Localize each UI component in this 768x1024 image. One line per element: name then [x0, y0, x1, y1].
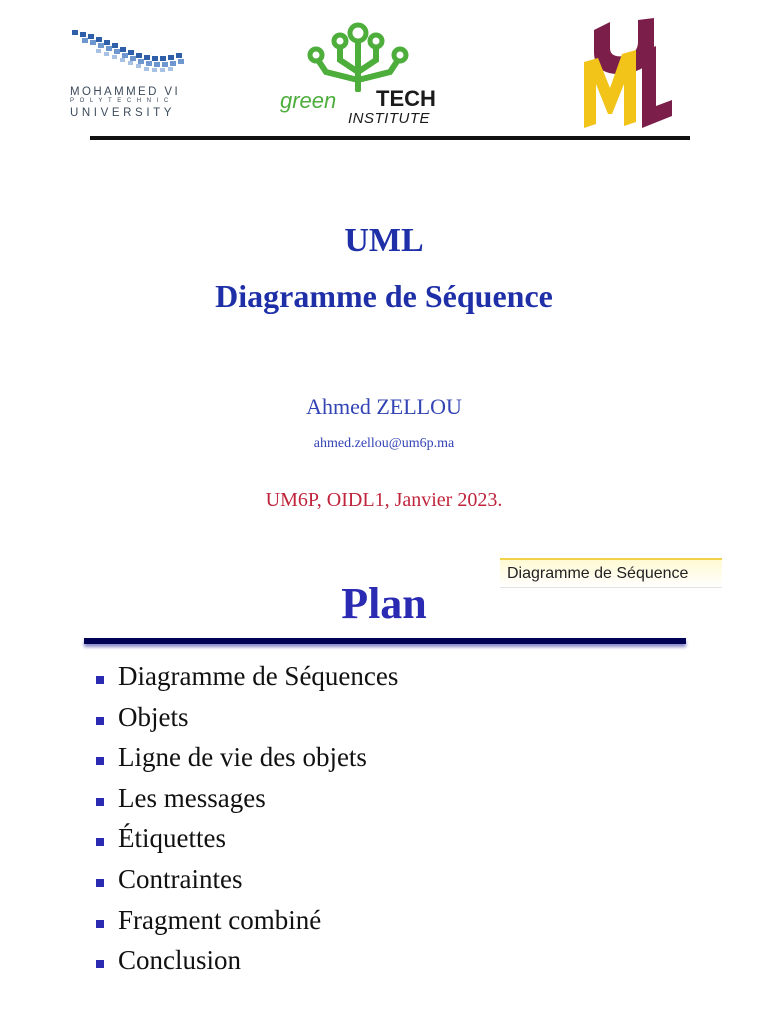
wave-grid-icon [66, 26, 196, 86]
square-bullet-icon [96, 717, 104, 725]
author-email: ahmed.zellou@um6p.ma [313, 436, 455, 451]
author-name: Ahmed ZELLOU [306, 394, 462, 419]
plan-divider [84, 638, 686, 644]
logo-line-1: MOHAMMED VI [70, 86, 181, 98]
logo-line-2: POLYTECHNIC [70, 98, 174, 104]
square-bullet-icon [96, 920, 104, 928]
list-item-text: Contraintes [118, 863, 243, 894]
logo-tech-text: TECH [376, 86, 436, 111]
square-bullet-icon [96, 879, 104, 887]
course-info: UM6P, OIDL1, Janvier 2023. [265, 489, 503, 511]
square-bullet-icon [96, 676, 104, 684]
section-tag-label: Diagramme de Séquence [507, 565, 689, 582]
uml-icon [580, 18, 674, 130]
list-item-text: Diagramme de Séquences [118, 661, 399, 691]
logo-green-text: green [280, 88, 337, 113]
logo-line-3: UNIVERSITY [70, 107, 176, 119]
list-item-text: Ligne de vie des objets [118, 742, 367, 773]
institute-logo [276, 20, 450, 132]
square-bullet-icon [96, 757, 104, 765]
slide-title: UML [344, 222, 424, 259]
list-item-text: Objets [118, 701, 189, 732]
list-item-text: Fragment combiné [118, 904, 322, 935]
list-item-text: Conclusion [118, 945, 242, 976]
slide-subtitle: Diagramme de Séquence [215, 278, 553, 314]
list-item-text: Étiquettes [118, 823, 226, 854]
plan-title: Plan [341, 579, 427, 628]
header-divider [90, 136, 690, 140]
square-bullet-icon [96, 798, 104, 806]
logo-institute-text: INSTITUTE [348, 110, 430, 127]
university-logo [66, 26, 196, 126]
circuit-tree-icon [300, 20, 418, 92]
square-bullet-icon [96, 960, 104, 968]
square-bullet-icon [96, 838, 104, 846]
list-item-text: Les messages [118, 782, 266, 813]
uml-logo [580, 18, 674, 130]
